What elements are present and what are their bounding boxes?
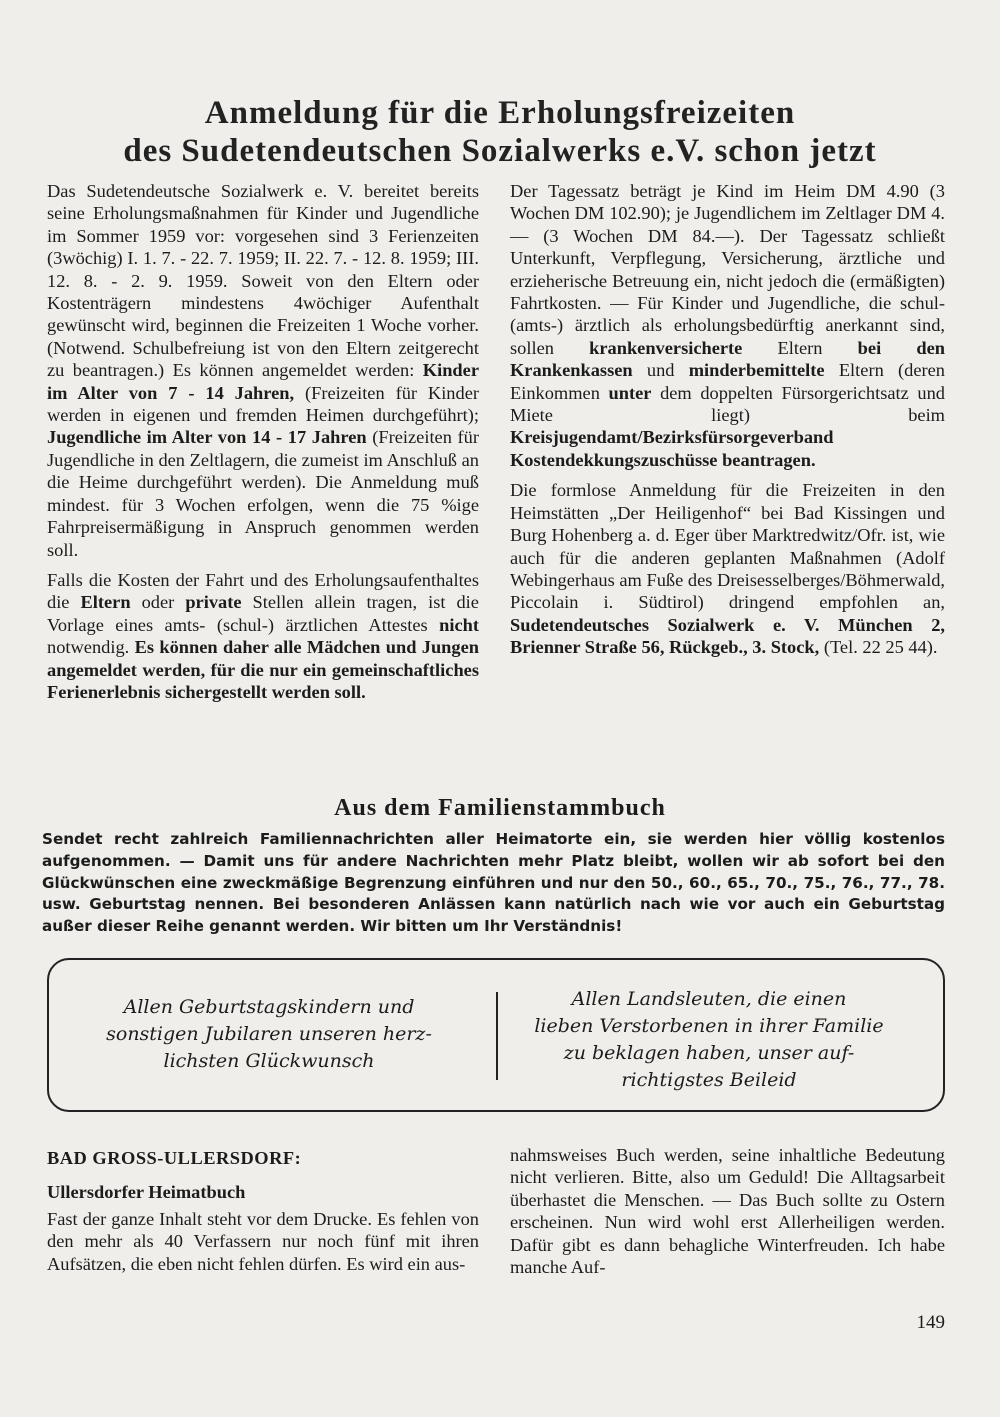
condolence-greeting-line: zu beklagen haben, unser auf-: [563, 1042, 855, 1064]
condolence-greeting: [519, 986, 899, 1094]
box-divider: [496, 992, 498, 1080]
article-paragraph-2: Falls die Kosten der Fahrt und des Erholungsaufenthaltes die Eltern oder private Stellen allein tragen, ist die Vorlage eines amts- (schul-) ärztlichen Attestes nicht notwendig. Es können daher alle Mädchen und Jungen angemeldet werden, für die nur ein gemeinschaftliches Ferienerlebnis sichergestellt werden soll.: [47, 569, 479, 702]
birthday-greeting: [89, 994, 449, 1075]
article-column-right: [510, 180, 945, 667]
bottom-paragraph-left: Fast der ganze Inhalt steht vor dem Drucke. Es fehlen von den mehr als 40 Verfassern nur noch fünf mit ihren Aufsätzen, die eben nicht fehlen dürfen. Es wird ein aus-: [47, 1209, 479, 1274]
article-paragraph-3: Der Tagessatz beträgt je Kind im Heim DM 4.90 (3 Wochen DM 102.90); je Jugendlichem im Zeltlager DM 4.— (3 Wochen DM 84.—). Der Tagessatz schließt Unterkunft, Verpflegung, Versicherung, ärztliche und erzieherische Betreuung ein, nicht jedoch die (ermäßigten) Fahrtkosten. — Für Kinder und Jugendliche, die schul- (amts-) ärztlich als erholungsbedürftig anerkannt sind, sollen krankenversicherte Eltern bei den Krankenkassen und minderbemittelte Eltern (deren Einkommen unter dem doppelten Fürsorgerichtsatz und Miete liegt) beim Kreisjugendamt/Bezirksfürsorgeverband Kostendekkungszuschüsse beantragen.: [510, 181, 946, 470]
title-line-2: des Sudetendeutschen Sozialwerks e.V. schon jetzt: [123, 133, 877, 169]
section-subtitle: Ullersdorfer Heimatbuch: [47, 1182, 246, 1202]
article-paragraph-4: Die formlose Anmeldung für die Freizeiten in den Heimstätten „Der Heiligenhof“ bei Bad Kissingen und Burg Hohenberg a. d. Eger über Marktredwitz/Ofr. ist, wie auch für die anderen geplanten Maßnahmen (Adolf Webingerhaus am Fuße des Dreisesselberges/Böhmerwald, Piccolain i. Südtirol) dringend empfohlen an, Sudetendeutsches Sozialwerk e. V. München 2, Brienner Straße 56, Rückgeb., 3. Stock, (Tel. 22 25 44).: [510, 480, 945, 658]
birthday-greeting-line: Allen Geburtstagskindern und: [123, 996, 415, 1018]
bottom-column-right: [510, 1144, 945, 1286]
bottom-column-left: [47, 1208, 479, 1283]
title-line-1: Anmeldung für die Erholungsfreizeiten: [204, 95, 796, 131]
article-paragraph-1: Das Sudetendeutsche Sozialwerk e. V. bereitet bereits seine Erholungsmaßnahmen für Kinder und Jugendliche im Sommer 1959 vor: vorgesehen sind 3 Ferienzeiten (3wöchig) I. 1. 7. - 22. 7. 1959; II. 22. 7. - 12. 8. 1959; III. 12. 8. - 2. 9. 1959. Soweit von den Eltern oder Kostenträgern mindestens 4wöchiger Aufenthalt gewünscht wird, beginnen die Freizeiten 1 Woche vorher. (Notwend. Schulbefreiung ist von den Eltern zeitgerecht zu beantragen.) Es können angemeldet werden: Kinder im Alter von 7 - 14 Jahren, (Freizeiten für Kinder werden in eigenen und fremden Heimen durchgeführt); Jugendliche im Alter von 14 - 17 Jahren (Freizeiten für Jugendliche in den Zeltlagern, die zumeist im Anschluß an die Heime durchgeführt werden). Die Anmeldung muß mindest. für 3 Wochen erfolgen, wenn die 75 %ige Fahrpreisermäßigung in Anspruch genommen werden soll.: [47, 181, 479, 560]
page-number: 149: [916, 1312, 945, 1333]
article-title: [30, 94, 970, 170]
article-column-left: [47, 180, 479, 711]
place-heading: BAD GROSS-ULLERSDORF:: [47, 1148, 302, 1168]
condolence-greeting-line: richtigstes Beileid: [621, 1069, 797, 1091]
birthday-greeting-line: lichsten Glückwunsch: [163, 1050, 375, 1072]
birthday-greeting-line: sonstigen Jubilaren unseren herz-: [106, 1023, 432, 1045]
condolence-greeting-line: Allen Landsleuten, die einen: [571, 988, 847, 1010]
greetings-box: [47, 958, 945, 1112]
bottom-paragraph-right: nahmsweises Buch werden, seine inhaltliche Bedeutung nicht verlieren. Bitte, also um Geduld! Die Alltagsarbeit überhastet die Menschen. — Das Buch sollte zu Ostern erscheinen. Nun wird wohl erst Allerheiligen werden. Dafür gibt es dann behagliche Winterfreuden. Ich habe manche Auf-: [510, 1145, 945, 1278]
family-notice: Sendet recht zahlreich Familiennachrichten aller Heimatorte ein, sie werden hier völlig kostenlos aufgenommen. — Damit uns für andere Nachrichten mehr Platz bleibt, wollen wir ab sofort bei den Glückwünschen eine zweckmäßige Begrenzung einführen und nur den 50., 60., 65., 70., 75., 76., 77., 78. usw. Geburtstag nennen. Bei besonderen Anlässen kann natürlich nach wie vor auch ein Geburtstag außer dieser Reihe genannt werden. Wir bitten um Ihr Verständnis!: [42, 830, 945, 936]
condolence-greeting-line: lieben Verstorbenen in ihrer Familie: [534, 1015, 884, 1037]
section-heading: Aus dem Familienstammbuch: [334, 795, 666, 821]
